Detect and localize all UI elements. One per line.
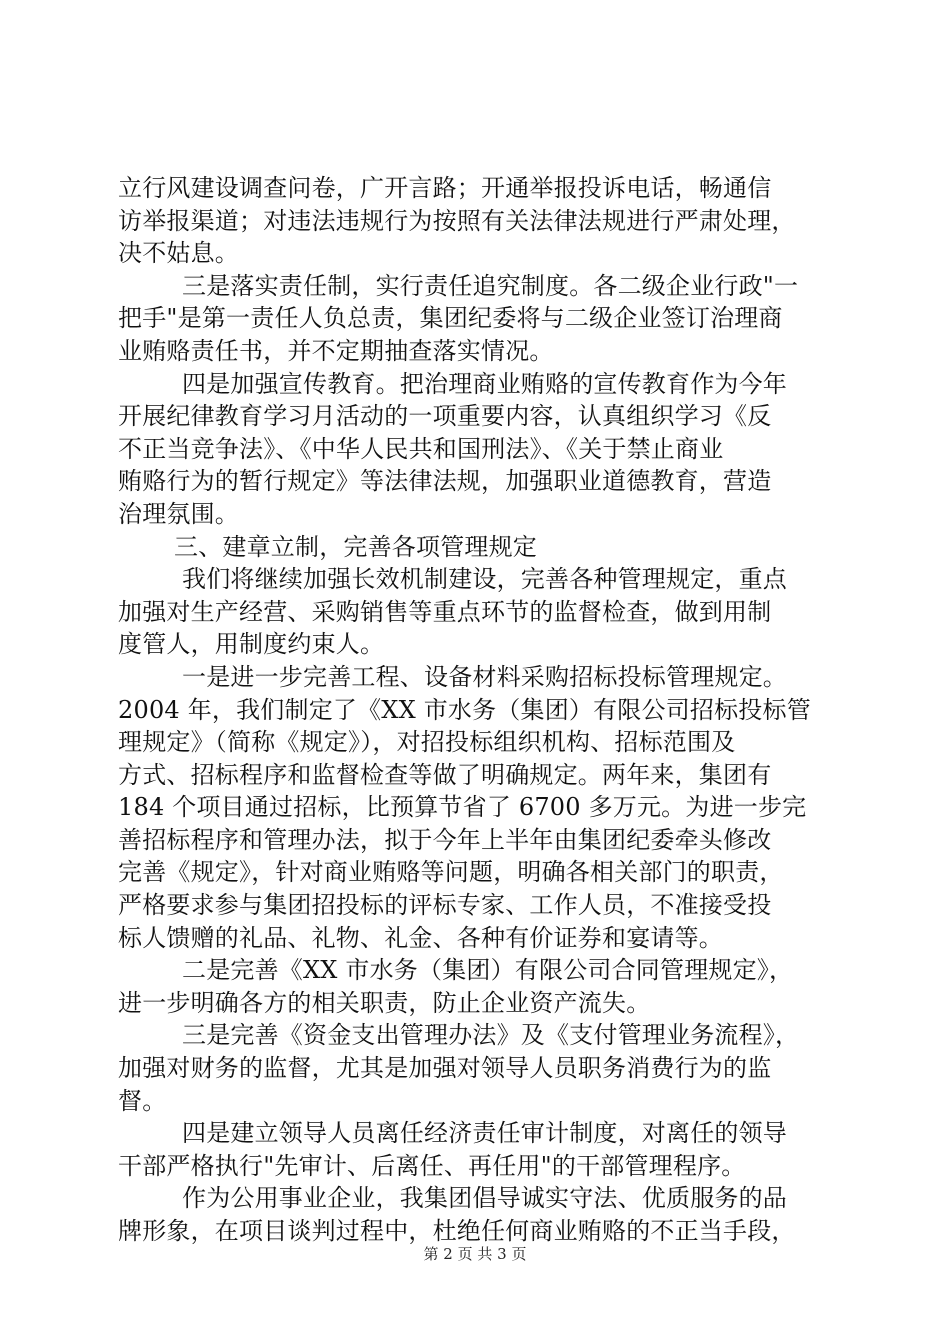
text-line: 治理氛围。 xyxy=(118,499,239,528)
section-heading: 三、建章立制，完善各项管理规定 xyxy=(174,532,537,561)
text-line: 立行风建设调查问卷，广开言路；开通举报投诉电话，畅通信 xyxy=(118,174,772,202)
text-line: 三是落实责任制，实行责任追究制度。各二级企业行政"一 xyxy=(182,271,799,300)
text-line: 访举报渠道；对违法违规行为按照有关法律法规进行严肃处理， xyxy=(118,206,796,235)
text-line: 业贿赂责任书，并不定期抽查落实情况。 xyxy=(118,336,554,365)
text-line: 2004 年，我们制定了《XX 市水务（集团）有限公司招标投标管 xyxy=(118,695,811,724)
text-line: 作为公用事业企业，我集团倡导诚实守法、优质服务的品 xyxy=(182,1184,787,1213)
text-line: 贿赂行为的暂行规定》等法律法规，加强职业道德教育，营造 xyxy=(118,467,772,496)
text-line: 一是进一步完善工程、设备材料采购招标投标管理规定。 xyxy=(182,662,787,691)
text-line: 严格要求参与集团招投标的评标专家、工作人员，不准接受投 xyxy=(118,891,772,920)
text-line: 三是完善《资金支出管理办法》及《支付管理业务流程》， xyxy=(182,1021,800,1050)
document-body xyxy=(118,172,838,1248)
text-line: 牌形象，在项目谈判过程中，杜绝任何商业贿赂的不正当手段， xyxy=(118,1217,796,1245)
text-line: 决不姑息。 xyxy=(118,239,239,268)
text-line: 184 个项目通过招标，比预算节省了 6700 多万元。为进一步完 xyxy=(118,793,807,822)
text-line: 加强对生产经营、采购销售等重点环节的监督检查，做到用制 xyxy=(118,597,772,626)
page-number-footer: 第 2 页 共 3 页 xyxy=(423,1245,527,1263)
text-line: 善招标程序和管理办法，拟于今年上半年由集团纪委牵头修改 xyxy=(118,825,772,854)
text-line: 督。 xyxy=(118,1086,167,1115)
text-line: 标人馈赠的礼品、礼物、礼金、各种有价证券和宴请等。 xyxy=(118,923,723,952)
text-line: 不正当竞争法》、《中华人民共和国刑法》、《关于禁止商业 xyxy=(118,434,724,463)
text-line: 进一步明确各方的相关职责，防止企业资产流失。 xyxy=(118,988,651,1017)
text-line: 干部严格执行"先审计、后离任、再任用"的干部管理程序。 xyxy=(118,1151,746,1180)
text-line: 四是建立领导人员离任经济责任审计制度，对离任的领导 xyxy=(182,1119,787,1148)
text-line: 方式、招标程序和监督检查等做了明确规定。两年来，集团有 xyxy=(118,760,772,789)
text-line: 度管人，用制度约束人。 xyxy=(118,630,385,659)
text-line: 四是加强宣传教育。把治理商业贿赂的宣传教育作为今年 xyxy=(182,369,787,398)
text-line: 理规定》（简称《规定》），对招投标组织机构、招标范围及 xyxy=(118,728,736,757)
text-line: 把手"是第一责任人负总责，集团纪委将与二级企业签订治理商 xyxy=(118,304,783,333)
text-line: 加强对财务的监督，尤其是加强对领导人员职务消费行为的监 xyxy=(118,1054,772,1083)
text-line: 开展纪律教育学习月活动的一项重要内容，认真组织学习《反 xyxy=(118,402,772,431)
text-line: 二是完善《XX 市水务（集团）有限公司合同管理规定》， xyxy=(182,956,794,985)
text-line: 我们将继续加强长效机制建设，完善各种管理规定，重点 xyxy=(182,565,787,594)
text-line: 完善《规定》，针对商业贿赂等问题，明确各相关部门的职责， xyxy=(118,858,784,887)
